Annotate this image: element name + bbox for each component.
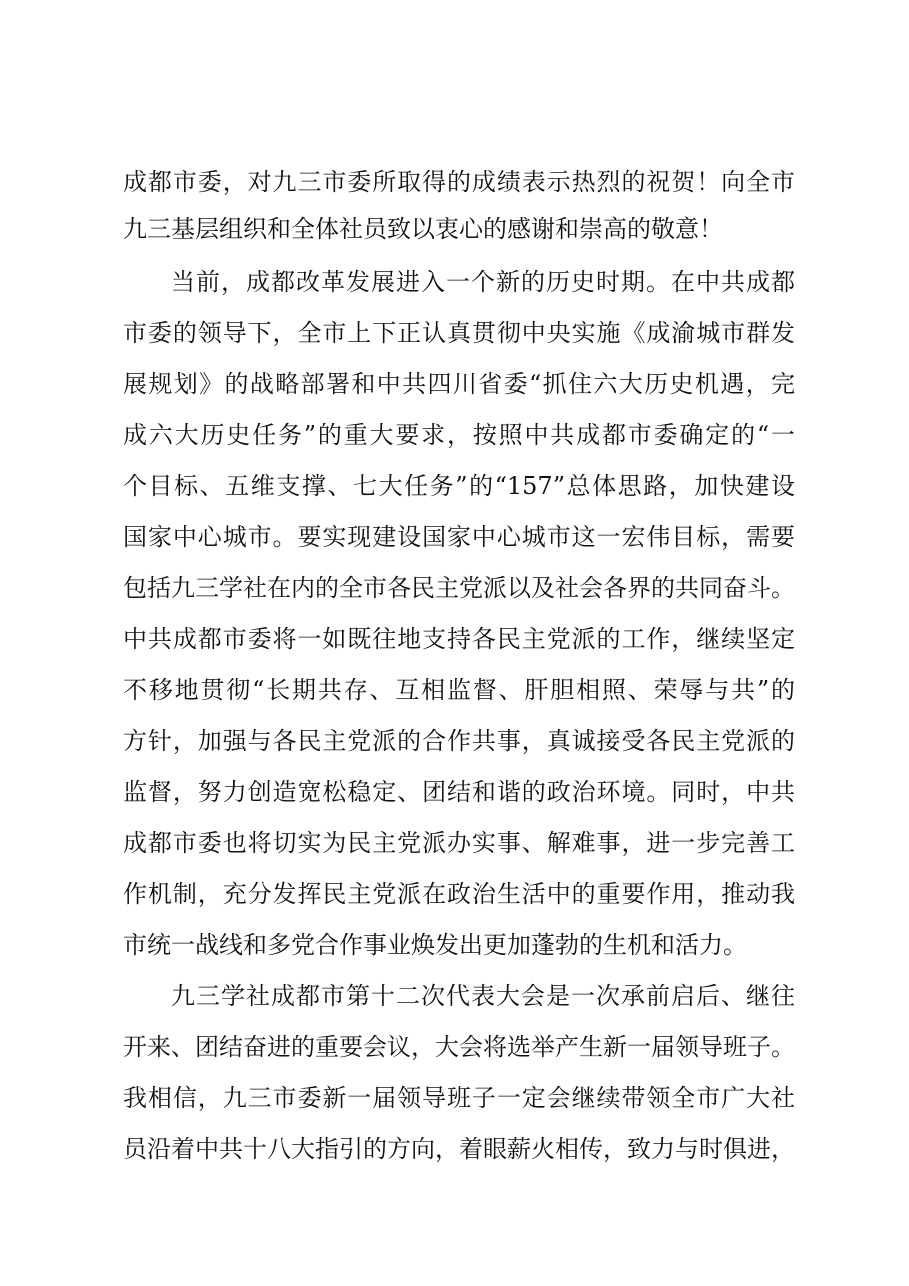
text-line: 我相信，九三市委新一届领导班子一定会继续带领全市广大社 — [123, 1084, 795, 1112]
text-line: 市统一战线和多党合作事业焕发出更加蓬勃的生机和活力。 — [123, 931, 747, 959]
text-line: 开来、团结奋进的重要会议，大会将选举产生新一届领导班子。 — [123, 1033, 795, 1061]
text-line: 市委的领导下，全市上下正认真贯彻中央实施《成渝城市群发 — [123, 319, 795, 347]
text-line: 中共成都市委将一如既往地支持各民主党派的工作，继续坚定 — [123, 625, 795, 653]
text-line: 方针，加强与各民主党派的合作共事，真诚接受各民主党派的 — [123, 727, 795, 755]
text-line: 成六大历史任务”的重大要求，按照中共成都市委确定的“一 — [123, 421, 795, 449]
text-line: 监督，努力创造宽松稳定、团结和谐的政治环境。同时，中共 — [123, 778, 795, 806]
text-line: 成都市委，对九三市委所取得的成绩表示热烈的祝贺！向全市 — [123, 168, 795, 196]
text-line: 作机制，充分发挥民主党派在政治生活中的重要作用，推动我 — [123, 880, 795, 908]
text-line: 九三基层组织和全体社员致以衷心的感谢和崇高的敬意！ — [123, 215, 723, 243]
text-line: 展规划》的战略部署和中共四川省委“抓住六大历史机遇，完 — [123, 370, 795, 398]
text-line: 国家中心城市。要实现建设国家中心城市这一宏伟目标，需要 — [123, 523, 795, 551]
text-line: 成都市委也将切实为民主党派办实事、解难事，进一步完善工 — [123, 829, 795, 857]
text-line: 包括九三学社在内的全市各民主党派以及社会各界的共同奋斗。 — [123, 574, 795, 602]
text-line: 不移地贯彻“长期共存、互相监督、肝胆相照、荣辱与共”的 — [123, 676, 795, 704]
text-line: 九三学社成都市第十二次代表大会是一次承前启后、继往 — [171, 982, 795, 1010]
text-line: 当前，成都改革发展进入一个新的历史时期。在中共成都 — [171, 268, 795, 296]
text-line: 员沿着中共十八大指引的方向，着眼薪火相传，致力与时俱进， — [123, 1135, 795, 1163]
text-line: 个目标、五维支撑、七大任务”的“157”总体思路，加快建设 — [123, 472, 795, 500]
